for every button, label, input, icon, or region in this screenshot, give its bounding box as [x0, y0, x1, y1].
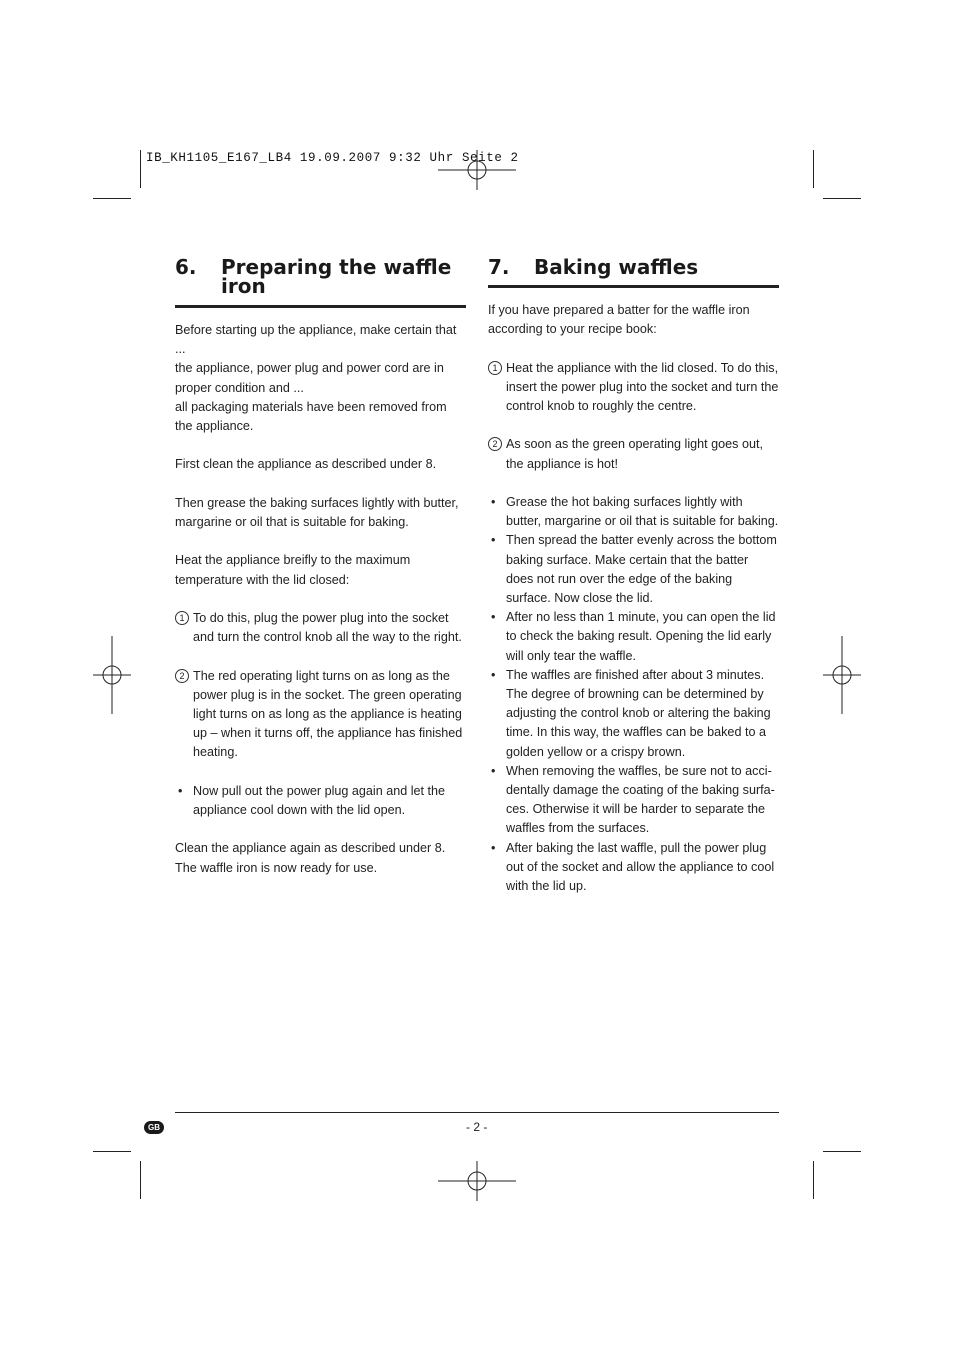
- footer-rule: [175, 1112, 779, 1113]
- step-text: To do this, plug the power plug into the socket and turn the control knob all the way to the right.: [193, 610, 462, 645]
- crop-mark-bottom-right-v: [813, 1161, 814, 1199]
- bullet-icon: •: [491, 533, 496, 548]
- bullet-item: [488, 493, 779, 531]
- bullet-text: After baking the last waffle, pull the power plug out of the socket and allow the appliance to cool with the lid up.: [506, 840, 775, 894]
- grease-text: Then grease the baking surfaces lightly with butter, margarine or oil that is suitable for baking.: [175, 495, 459, 529]
- crop-mark-top-left-v: [140, 150, 141, 188]
- crop-mark-bottom-left-v: [140, 1161, 141, 1199]
- bullet-item: [488, 531, 779, 608]
- crop-mark-bottom-left-h: [93, 1151, 131, 1152]
- section-heading-7: [488, 255, 779, 279]
- crop-mark-top-right-h: [823, 198, 861, 199]
- bullet-icon: •: [491, 610, 496, 625]
- print-slug: IB_KH1105_E167_LB4 19.09.2007 9:32 Uhr Seite 2: [146, 151, 519, 165]
- bullet-text: After no less than 1 minute, you can open the lid to check the baking result. Opening the lid early will only tear the waffle.: [506, 610, 776, 663]
- heat-text: Heat the appliance breifly to the maximum temperature with the lid closed:: [175, 553, 411, 587]
- intro-text: If you have prepared a batter for the waffle iron according to your recipe book:: [488, 303, 750, 337]
- bullet-item: [488, 608, 779, 666]
- packaging-text: all packaging materials have been removed from the appliance.: [175, 399, 447, 434]
- section-title: Baking waffles: [534, 255, 699, 279]
- clean-text: First clean the appliance as described under 8.: [175, 457, 437, 472]
- clean-again-text: Clean the appliance again as described under 8.: [175, 841, 446, 856]
- step-1: [175, 609, 466, 647]
- condition-text: the appliance, power plug and power cord are in proper condition and ...: [175, 361, 444, 395]
- bullet-item: [488, 839, 779, 897]
- bullet-icon: •: [491, 763, 496, 778]
- section-title: Preparing the waffle iron: [221, 255, 452, 298]
- step-2: [175, 667, 466, 763]
- bullet-icon: •: [491, 494, 496, 509]
- registration-mark-left: [93, 636, 131, 714]
- bullet-icon: •: [491, 840, 496, 855]
- bullet-text: When removing the waffles, be sure not to acci-dentally damage the coating of the baking surfa-ces. Otherwise it will be harder to separate the waffles from the surfaces.: [506, 763, 775, 836]
- bullet-text: Grease the hot baking surfaces lightly with butter, margarine or oil that is suitable for baking.: [506, 494, 779, 529]
- page-number: - 2 -: [466, 1120, 488, 1134]
- step-1: [488, 359, 779, 417]
- bullet-item: [488, 762, 779, 839]
- bullet-icon: •: [178, 783, 183, 798]
- language-badge: GB: [144, 1121, 164, 1134]
- intro-text: Before starting up the appliance, make certain that ...: [175, 323, 457, 357]
- left-column: [175, 255, 466, 878]
- step-2: [488, 435, 779, 473]
- bullet-icon: •: [491, 667, 496, 682]
- section-heading-6: [175, 255, 466, 298]
- bullet-text: Then spread the batter evenly across the bottom baking surface. Make certain that the batter does not run over the edge of the baking surface. Now close the lid.: [506, 533, 777, 605]
- section-number: 6.: [175, 255, 197, 279]
- step-number-badge: 1: [488, 361, 502, 375]
- step-number-badge: 2: [175, 669, 189, 683]
- step-text: The red operating light turns on as long as the power plug is in the socket. The green operating light turns on as long as the appliance is heating up – when it turns off, the appliance has finished heating.: [193, 668, 463, 760]
- bullet-item: [488, 666, 779, 762]
- registration-mark-top: [438, 150, 516, 190]
- step-text: As soon as the green operating light goes out, the appliance is hot!: [506, 437, 763, 471]
- bullet-text: The waffles are finished after about 3 minutes. The degree of browning can be determined by adjusting the control knob or altering the baking time. In this way, the waffles can be baked to a golden yellow or a crispy brown.: [506, 667, 771, 759]
- bullet-text: Now pull out the power plug again and let the appliance cool down with the lid open.: [193, 783, 446, 817]
- step-number-badge: 2: [488, 437, 502, 451]
- crop-mark-top-right-v: [813, 150, 814, 188]
- step-text: Heat the appliance with the lid closed. To do this, insert the power plug into the socket and turn the control knob to roughly the centre.: [506, 360, 779, 413]
- section-number: 7.: [488, 255, 510, 279]
- registration-mark-right: [823, 636, 861, 714]
- crop-mark-bottom-right-h: [823, 1151, 861, 1152]
- ready-text: The waffle iron is now ready for use.: [175, 860, 378, 875]
- bullet-item: [175, 782, 466, 820]
- registration-mark-bottom: [438, 1161, 516, 1201]
- step-number-badge: 1: [175, 611, 189, 625]
- right-column: [488, 255, 779, 896]
- crop-mark-top-left-h: [93, 198, 131, 199]
